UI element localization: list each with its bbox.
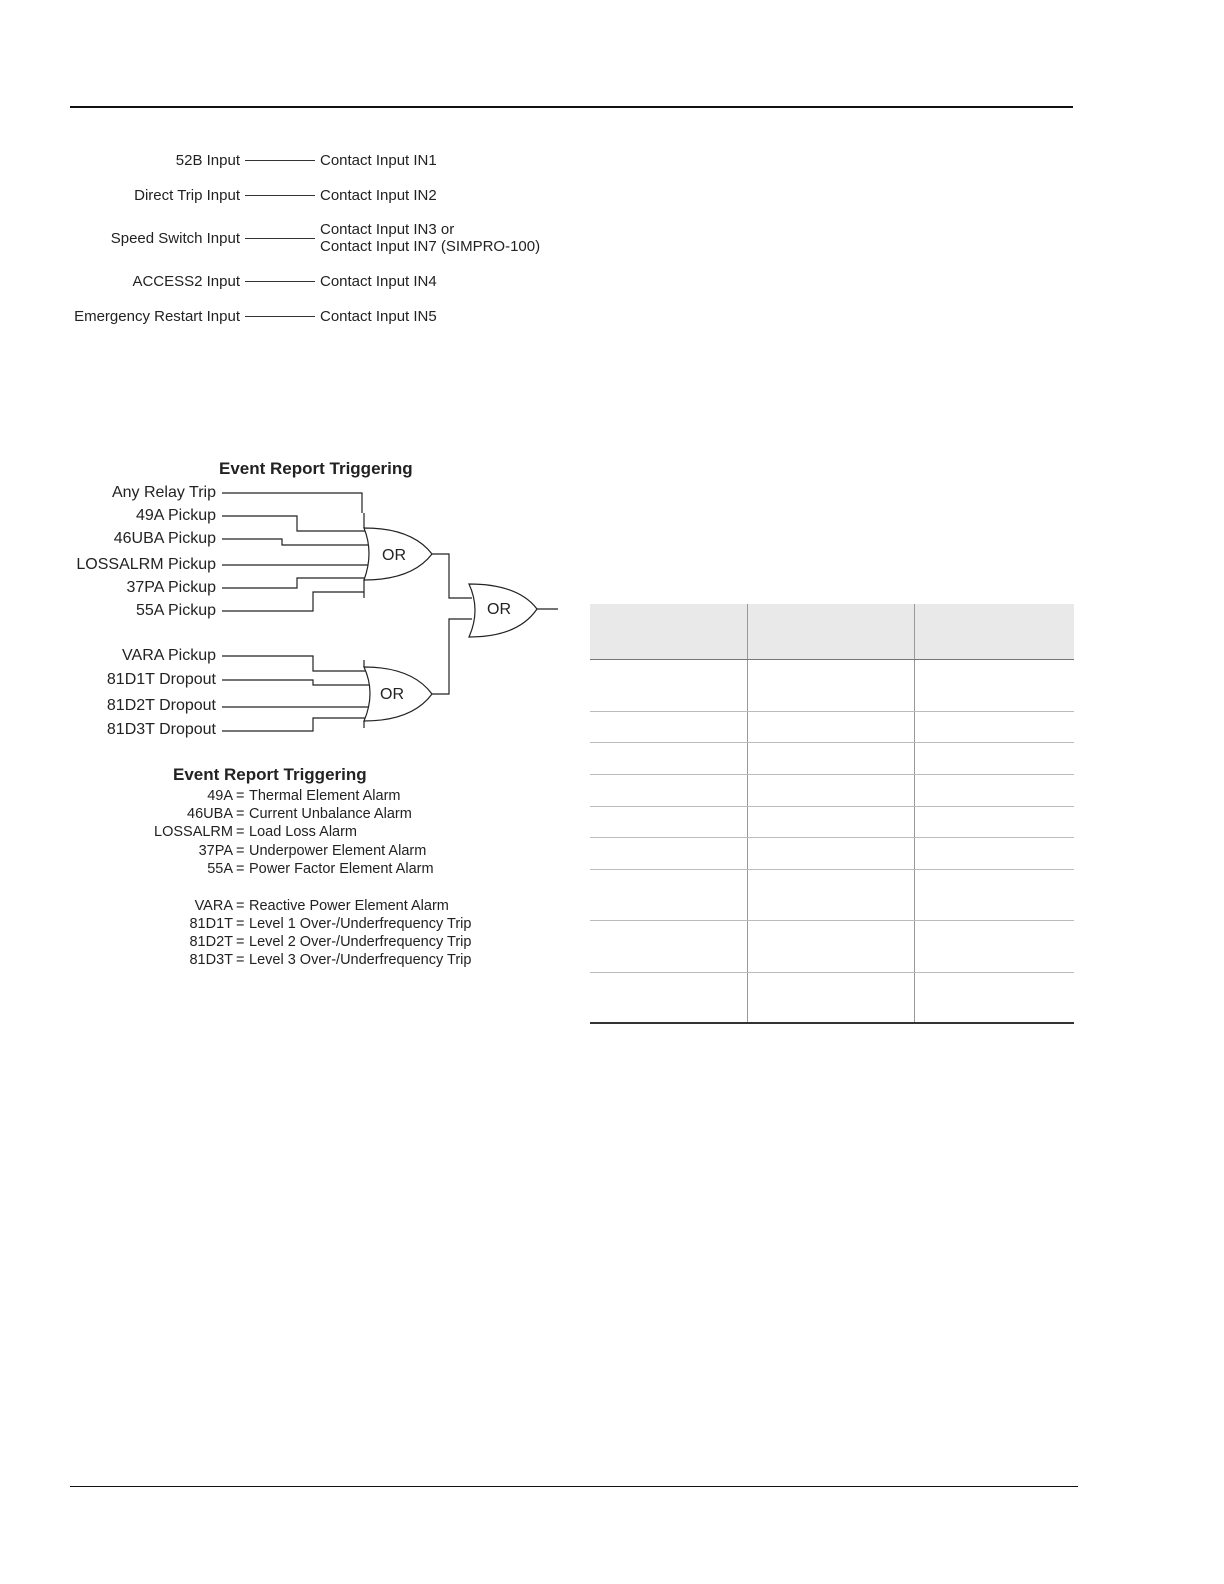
wire — [222, 656, 368, 671]
diagram-input-label: 81D1T Dropout — [106, 671, 216, 688]
contact-label: Contact Input IN5 — [320, 308, 437, 325]
diagram-input-label: 81D2T Dropout — [106, 697, 216, 714]
table-header-cell — [590, 604, 748, 660]
legend-eq: = — [236, 898, 245, 914]
legend-abbr: 81D1T — [189, 916, 233, 932]
diagram-input-label: VARA Pickup — [122, 647, 216, 664]
diagram-input-label: 55A Pickup — [135, 602, 216, 619]
legend-definition: Level 3 Over-/Underfrequency Trip — [249, 952, 472, 968]
legend-eq: = — [236, 934, 245, 950]
table-cell — [748, 743, 915, 775]
diagram-input-label: 37PA Pickup — [126, 579, 216, 596]
contact-label: Contact Input IN2 — [320, 187, 437, 204]
table-cell — [915, 743, 1075, 775]
input-label: 52B Input — [175, 152, 240, 169]
wire — [222, 493, 362, 513]
table-header-cell — [915, 604, 1075, 660]
table-cell — [590, 712, 748, 743]
table-cell — [915, 838, 1075, 870]
legend-abbr: 49A — [207, 788, 233, 804]
contact-label: Contact Input IN3 or — [320, 221, 455, 238]
table-cell — [748, 973, 915, 1023]
legend-eq: = — [236, 952, 245, 968]
table-row — [590, 921, 1074, 973]
legend-eq: = — [236, 824, 245, 840]
table-cell — [748, 775, 915, 807]
legend-definition: Power Factor Element Alarm — [249, 861, 434, 877]
table-cell — [590, 660, 748, 712]
or-gate-3-label: OR — [487, 601, 511, 618]
wire — [222, 718, 366, 731]
diagram-title: Event Report Triggering — [219, 459, 413, 478]
table-cell — [748, 712, 915, 743]
table-row — [590, 660, 1074, 712]
table-cell — [915, 712, 1075, 743]
legend-abbr: 46UBA — [187, 806, 233, 822]
legend-definition: Current Unbalance Alarm — [249, 806, 412, 822]
table-cell — [590, 973, 748, 1023]
table-row — [590, 807, 1074, 838]
table-cell — [590, 743, 748, 775]
table-cell — [915, 973, 1075, 1023]
legend-abbr: LOSSALRM — [154, 824, 233, 840]
legend-definition: Reactive Power Element Alarm — [249, 898, 449, 914]
legend-eq: = — [236, 806, 245, 822]
legend-definition: Level 1 Over-/Underfrequency Trip — [249, 916, 472, 932]
table-cell — [748, 660, 915, 712]
table-cell — [748, 870, 915, 921]
wire — [222, 539, 370, 545]
table-header-row — [590, 604, 1074, 660]
wire — [222, 516, 368, 531]
contact-label: Contact Input IN7 (SIMPRO-100) — [320, 238, 541, 255]
table-cell — [915, 660, 1075, 712]
table-cell — [915, 775, 1075, 807]
table-cell — [748, 921, 915, 973]
table-cell — [590, 838, 748, 870]
legend-eq: = — [236, 788, 245, 804]
table-cell — [915, 870, 1075, 921]
table-cell — [748, 807, 915, 838]
legend-definition: Thermal Element Alarm — [249, 788, 401, 804]
legend-abbr: 37PA — [198, 843, 233, 859]
settings-table — [590, 604, 1074, 1024]
wire — [222, 680, 372, 685]
legend-abbr: 81D3T — [189, 952, 233, 968]
wire — [222, 592, 364, 611]
table-cell — [590, 870, 748, 921]
diagram-input-label: 46UBA Pickup — [113, 530, 216, 547]
table-cell — [915, 807, 1075, 838]
table-cell — [590, 921, 748, 973]
legend-abbr: 55A — [207, 861, 233, 877]
table-row — [590, 775, 1074, 807]
legend-abbr: VARA — [194, 898, 233, 914]
legend-definition: Load Loss Alarm — [249, 824, 358, 840]
diagram-input-label: 81D3T Dropout — [106, 721, 216, 738]
table-row — [590, 712, 1074, 743]
table-cell — [590, 807, 748, 838]
wire — [432, 554, 472, 598]
legend-definition: Level 2 Over-/Underfrequency Trip — [249, 934, 472, 950]
input-label: Emergency Restart Input — [74, 308, 240, 325]
contact-label: Contact Input IN1 — [320, 152, 437, 169]
legend-definition: Underpower Element Alarm — [249, 843, 427, 859]
input-label: Speed Switch Input — [110, 230, 240, 247]
legend-eq: = — [236, 861, 245, 877]
table-cell — [915, 921, 1075, 973]
table-cell — [590, 775, 748, 807]
input-label: Direct Trip Input — [134, 187, 240, 204]
diagram-input-label: 49A Pickup — [135, 507, 216, 524]
or-gate-2-label: OR — [380, 686, 404, 703]
table-row — [590, 743, 1074, 775]
legend-abbr: 81D2T — [189, 934, 233, 950]
legend-title: Event Report Triggering — [173, 765, 367, 784]
contact-label: Contact Input IN4 — [320, 273, 437, 290]
legend-eq: = — [236, 916, 245, 932]
input-label: ACCESS2 Input — [132, 273, 240, 290]
table-cell — [748, 838, 915, 870]
table-row — [590, 870, 1074, 921]
table-row — [590, 838, 1074, 870]
legend-eq: = — [236, 843, 245, 859]
wire — [222, 578, 366, 588]
table-row — [590, 973, 1074, 1023]
table-header-cell — [748, 604, 915, 660]
diagram-input-label: LOSSALRM Pickup — [76, 556, 216, 573]
or-gate-1-label: OR — [382, 547, 406, 564]
wire — [432, 619, 472, 694]
diagram-input-label: Any Relay Trip — [111, 484, 216, 501]
